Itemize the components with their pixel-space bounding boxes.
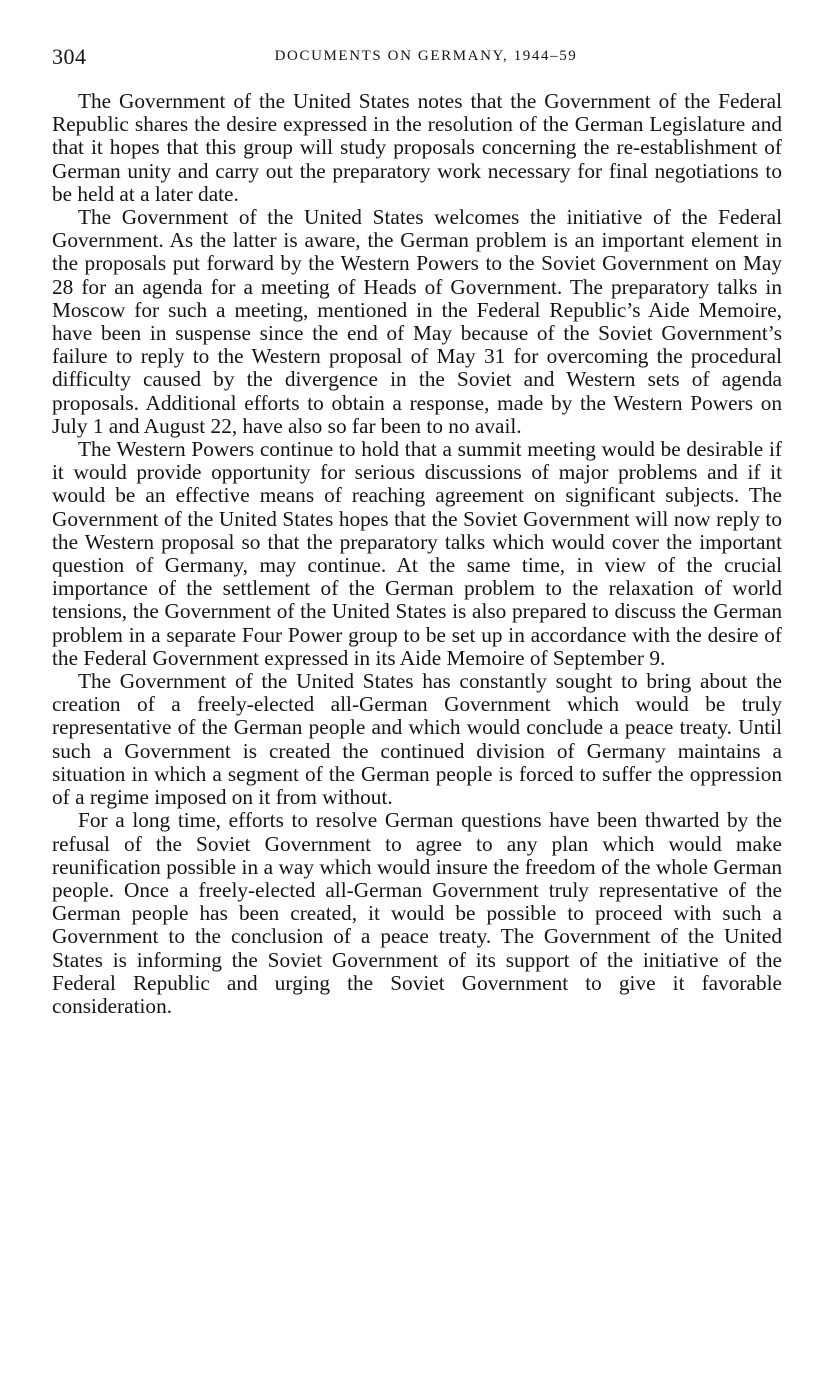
paragraph-us-notes-desire: The Government of the United States notes that the Government of the Federal Republic shares the desire expressed in the resolution of the German Legislature and that it hopes that this group will study proposals concerning the re-establishment of German unity and carry out the preparatory work necessary for final negotiations to be held at a later date.	[52, 89, 782, 206]
page-number: 304	[52, 44, 87, 69]
body-text	[52, 90, 782, 1018]
paragraph-us-welcomes-initiative: The Government of the United States welcomes the initiative of the Federal Government. As the latter is aware, the German problem is an important element in the proposals put forward by the Western Powers to the Soviet Government on May 28 for an agenda for a meeting of Heads of Government. The preparatory talks in Moscow for such a meeting, mentioned in the Federal Republic’s Aide Memoire, have been in suspense since the end of May because of the Soviet Government’s failure to reply to the Western proposal of May 31 for overcoming the procedural difficulty caused by the divergence in the Soviet and Western sets of agenda proposals. Additional efforts to obtain a response, made by the Western Powers on July 1 and August 22, have also so far been to no avail.	[52, 205, 782, 438]
paragraph-all-german-government: The Government of the United States has constantly sought to bring about the creation of a freely-elected all-German Government which would be truly representative of the German people and which would conclude a peace treaty. Until such a Government is created the continued division of Germany maintains a situation in which a segment of the German people is forced to suffer the oppression of a regime imposed on it from without.	[52, 669, 782, 810]
running-head	[52, 44, 780, 72]
running-title: DOCUMENTS ON GERMANY, 1944–59	[274, 48, 578, 64]
paragraph-summit-meeting: The Western Powers continue to hold that a summit meeting would be desirable if it would provide opportunity for serious discussions of major problems and if it would be an effective means of reaching agreement on significant subjects. The Government of the United States hopes that the Soviet Government will now reply to the Western proposal so that the preparatory talks which would cover the important question of Germany, may continue. At the same time, in view of the crucial importance of the settlement of the German problem to the relaxation of world tensions, the Government of the United States is also prepared to discuss the German problem in a separate Four Power group to be set up in accordance with the desire of the Federal Government expressed in its Aide Memoire of September 9.	[52, 437, 782, 670]
paragraph-reunification-efforts: For a long time, efforts to resolve German questions have been thwarted by the refusal of the Soviet Government to agree to any plan which would make reunification possible in a way which would insure the freedom of the whole German people. Once a freely-elected all-German Government truly representative of the German people has been created, it would be possible to proceed with such a Government to the conclusion of a peace treaty. The Government of the United States is informing the Soviet Government of its support of the initiative of the Federal Republic and urging the Soviet Government to give it favorable consideration.	[52, 808, 782, 1018]
